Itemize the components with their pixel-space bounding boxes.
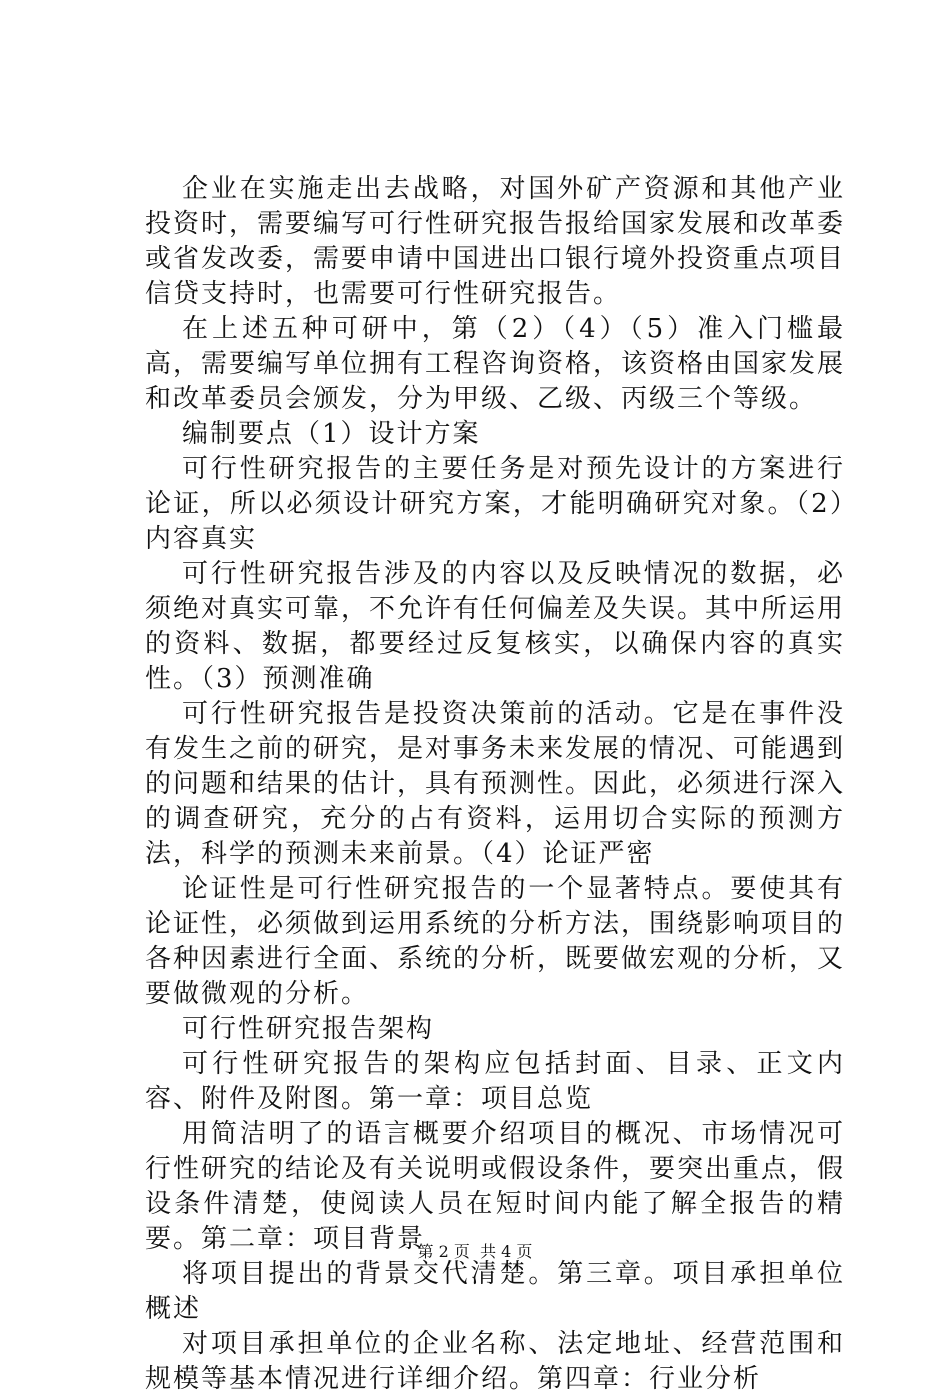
page-footer <box>0 1242 950 1262</box>
paragraph-content-truthful: 可行性研究报告涉及的内容以及反映情况的数据，必须绝对真实可靠，不允许有任何偏差及失误。其中所运用的资料、数据，都要经过反复核实，以确保内容的真实性。（3）预测准确 <box>145 559 846 694</box>
document-body <box>145 172 845 1397</box>
paragraph-key-points-heading: 编制要点（1）设计方案 <box>182 419 481 449</box>
paragraph-forecast-accurate: 可行性研究报告是投资决策前的活动。它是在事件没有发生之前的研究，是对事务未来发展的情况、可能遇到的问题和结果的估计，具有预测性。因此，必须进行深入的调查研究，充分的占有资料，运用切合实际的预测方法，科学的预测未来前景。（4）论证严密 <box>145 699 846 869</box>
paragraph-rigorous-argument: 论证性是可行性研究报告的一个显著特点。要使其有论证性，必须做到运用系统的分析方法，围绕影响项目的各种因素进行全面、系统的分析，既要做宏观的分析，又要做微观的分析。 <box>145 874 846 1009</box>
paragraph-chapter-unit: 对项目承担单位的企业名称、法定地址、经营范围和规模等基本情况进行详细介绍。第四章：行业分析 <box>145 1329 845 1394</box>
paragraph-structure-heading: 可行性研究报告架构 <box>182 1014 435 1044</box>
paragraph-chapter-background: 将项目提出的背景交代清楚。第三章。项目承担单位概述 <box>145 1259 845 1324</box>
paragraph-qualification: 在上述五种可研中，第（2）（4）（5）准入门槛最高，需要编写单位拥有工程咨询资格，该资格由国家发展和改革委员会颁发，分为甲级、乙级、丙级三个等级。 <box>145 314 846 414</box>
paragraph-design-plan: 可行性研究报告的主要任务是对预先设计的方案进行论证，所以必须设计研究方案，才能明确研究对象。（2）内容真实 <box>145 454 845 554</box>
page-number-label: 第 2 页 共 4 页 <box>417 1242 533 1261</box>
paragraph-structure-contents: 可行性研究报告的架构应包括封面、目录、正文内容、附件及附图。第一章：项目总览 <box>145 1049 845 1114</box>
paragraph-overseas-investment: 企业在实施走出去战略，对国外矿产资源和其他产业投资时，需要编写可行性研究报告报给国家发展和改革委或省发改委，需要申请中国进出口银行境外投资重点项目信贷支持时，也需要可行性研究报告。 <box>145 174 846 309</box>
paragraph-chapter-overview: 用简洁明了的语言概要介绍项目的概况、市场情况可行性研究的结论及有关说明或假设条件，要突出重点，假设条件清楚，使阅读人员在短时间内能了解全报告的精要。第二章：项目背景 <box>145 1119 846 1254</box>
